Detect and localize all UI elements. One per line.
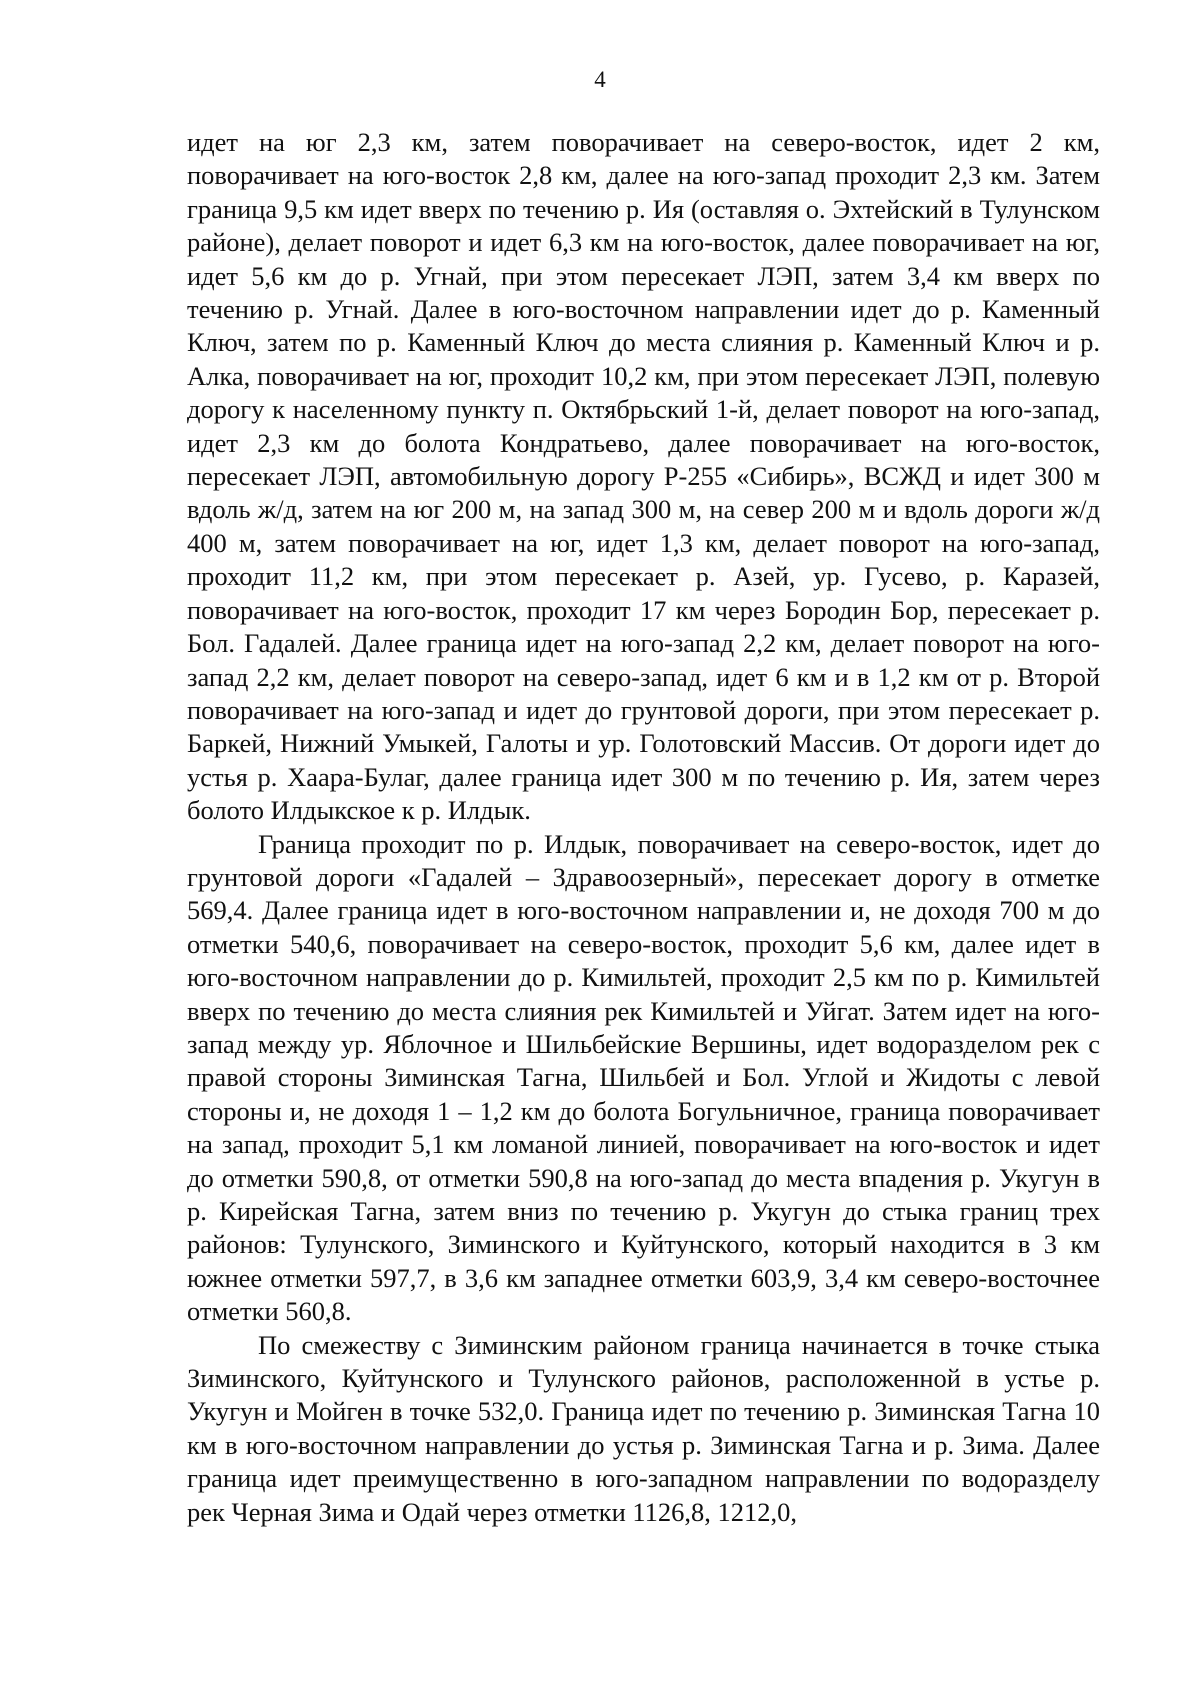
page-number: 4 xyxy=(594,67,606,92)
paragraph-continuation: идет на юг 2,3 км, затем поворачивает на северо-восток, идет 2 км, поворачивает на юго-восток 2,8 км, далее на юго-запад проходит 2,3 км. Затем граница 9,5 км идет вверх по течению р. Ия (оставляя о. Эхтейский в Тулунском районе), делает поворот и идет 6,3 км на юго-восток, далее поворачивает на юг, идет 5,6 км до р. Угнай, при этом пересекает ЛЭП, затем 3,4 км вверх по течению р. Угнай. Далее в юго-восточном направлении идет до р. Каменный Ключ, затем по р. Каменный Ключ до места слияния р. Каменный Ключ и р. Алка, поворачивает на юг, проходит 10,2 км, при этом пересекает ЛЭП, полевую дорогу к населенному пункту п. Октябрьский 1-й, делает поворот на юго-запад, идет 2,3 км до болота Кондратьево, далее поворачивает на юго-восток, пересекает ЛЭП, автомобильную дорогу Р-255 «Сибирь», ВСЖД и идет 300 м вдоль ж/д, затем на юг 200 м, на запад 300 м, на север 200 м и вдоль дороги ж/д 400 м, затем поворачивает на юг, идет 1,3 км, делает поворот на юго-запад, проходит 11,2 км, при этом пересекает р. Азей, ур. Гусево, р. Каразей, поворачивает на юго-восток, проходит 17 км через Бородин Бор, пересекает р. Бол. Гадалей. Далее граница идет на юго-запад 2,2 км, делает поворот на юго-запад 2,2 км, делает поворот на северо-запад, идет 6 км и в 1,2 км от р. Второй поворачивает на юго-запад и идет до грунтовой дороги, при этом пересекает р. Баркей, Нижний Умыкей, Галоты и ур. Голотовский Массив. От дороги идет до устья р. Хаара-Булаг, далее граница идет 300 м по течению р. Ия, затем через болото Илдыкское к р. Илдык. xyxy=(187,127,1100,826)
paragraph-ziminsky-boundary: По смежеству с Зиминским районом граница начинается в точке стыка Зиминского, Куйтунского и Тулунского районов, расположенной в устье р. Укугун и Мойген в точке 532,0. Граница идет по течению р. Зиминская Тагна 10 км в юго-восточном направлении до устья р. Зиминская Тагна и р. Зима. Далее граница идет преимущественно в юго-западном направлении по водоразделу рек Черная Зима и Одай через отметки 1126,8, 1212,0, xyxy=(187,1329,1100,1527)
document-body xyxy=(187,126,1100,1529)
paragraph-ildyk-boundary: Граница проходит по р. Илдык, поворачивает на северо-восток, идет до грунтовой дороги «Гадалей – Здравоозерный», пересекает дорогу в отметке 569,4. Далее граница идет в юго-восточном направлении и, не доходя 700 м до отметки 540,6, поворачивает на северо-восток, проходит 5,6 км, далее идет в юго-восточном направлении до р. Кимильтей, проходит 2,5 км по р. Кимильтей вверх по течению до места слияния рек Кимильтей и Уйгат. Затем идет на юго-запад между ур. Яблочное и Шильбейские Вершины, идет водоразделом рек с правой стороны Зиминская Тагна, Шильбей и Бол. Углой и Жидоты с левой стороны и, не доходя 1 – 1,2 км до болота Богульничное, граница поворачивает на запад, проходит 5,1 км ломаной линией, поворачивает на юго-восток и идет до отметки 590,8, от отметки 590,8 на юго-запад до места впадения р. Укугун в р. Кирейская Тагна, затем вниз по течению р. Укугун до стыка границ трех районов: Тулунского, Зиминского и Куйтунского, который находится в 3 км южнее отметки 597,7, в 3,6 км западнее отметки 603,9, 3,4 км северо-восточнее отметки 560,8. xyxy=(187,828,1100,1327)
